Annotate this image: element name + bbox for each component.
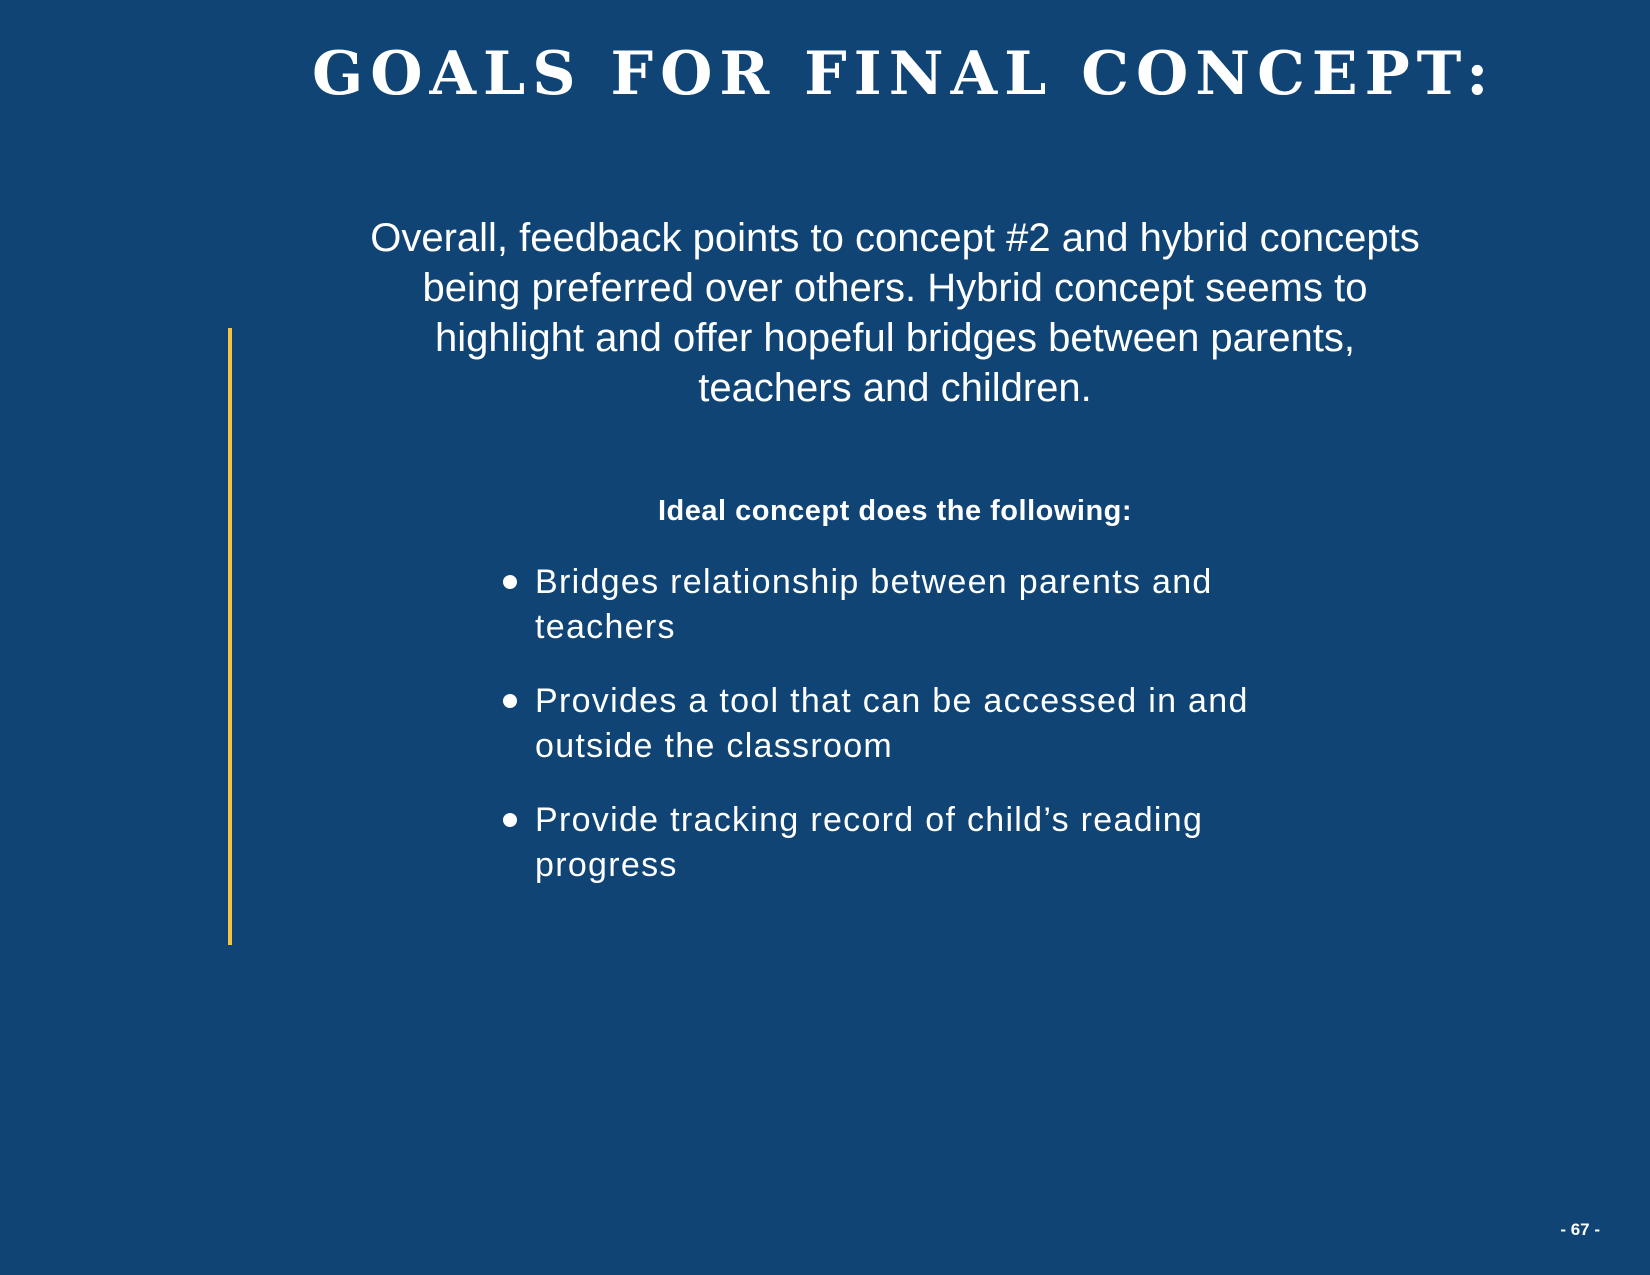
page-title: GOALS FOR FINAL CONCEPT: [312,39,1496,109]
page-number: - 67 - [1560,1220,1600,1239]
list-item-text: Provide tracking record of child’s reading progress [535,801,1204,884]
ideal-concept-heading: Ideal concept does the following: [657,495,1133,527]
accent-bar [228,328,232,945]
intro-paragraph: Overall, feedback points to concept #2 and hybrid concepts being preferred over others. Hybrid concept seems to highlight and offer hopeful bridges between parents, teachers and children. [370,216,1420,410]
bullet-icon [503,694,517,708]
list-item-text: Bridges relationship between parents and teachers [535,563,1213,646]
list-item [500,679,1350,769]
goals-list [500,560,1350,917]
bullet-icon [503,813,517,827]
list-item [500,560,1350,650]
list-item [500,798,1350,888]
bullet-icon [503,575,517,589]
list-item-text: Provides a tool that can be accessed in and outside the classroom [535,682,1249,765]
